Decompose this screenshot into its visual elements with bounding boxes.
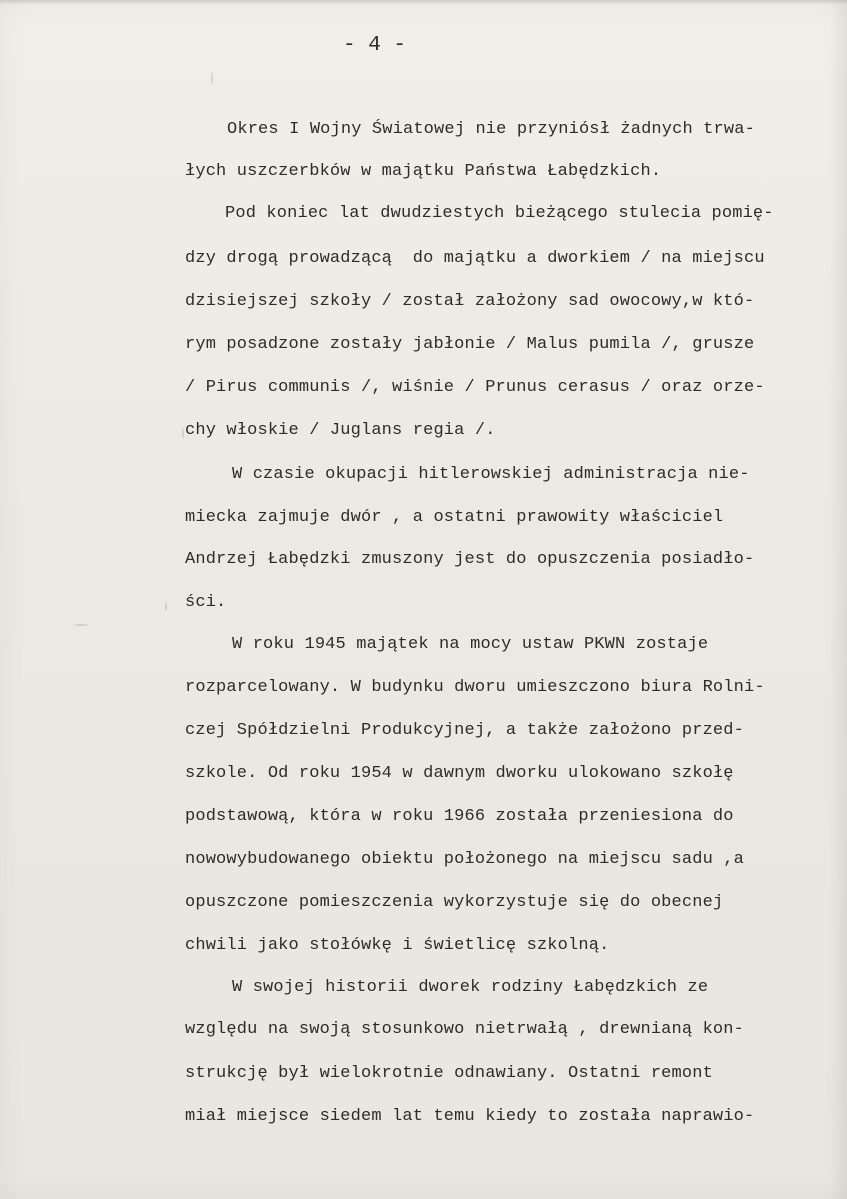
text-line-19: opuszczone pomieszczenia wykorzystuje się do obecnej xyxy=(185,893,724,912)
right-paper-edge xyxy=(829,0,847,1199)
text-line-13: W roku 1945 majątek na mocy ustaw PKWN zostaje xyxy=(232,635,709,654)
text-line-8: chy włoskie / Juglans regia /. xyxy=(185,421,496,440)
text-line-6: rym posadzone zostały jabłonie / Malus pumila /, grusze xyxy=(185,335,755,354)
text-line-7: / Pirus communis /, wiśnie / Prunus cerasus / oraz orze- xyxy=(185,378,765,397)
text-line-10: miecka zajmuje dwór , a ostatni prawowity właściciel xyxy=(185,508,724,527)
text-line-16: szkole. Od roku 1954 w dawnym dworku ulokowano szkołę xyxy=(185,764,734,783)
text-line-17: podstawową, która w roku 1966 została przeniesiona do xyxy=(185,807,734,826)
text-line-5: dzisiejszej szkoły / został założony sad owocowy,w któ- xyxy=(185,292,755,311)
text-line-14: rozparcelowany. W budynku dworu umieszczono biura Rolni- xyxy=(185,678,765,697)
text-line-15: czej Spółdzielni Produkcyjnej, a także założono przed- xyxy=(185,721,744,740)
text-line-20: chwili jako stołówkę i świetlicę szkolną. xyxy=(185,936,610,955)
ink-speck-2 xyxy=(182,428,184,439)
text-line-4: dzy drogą prowadzącą do majątku a dworkiem / na miejscu xyxy=(185,249,765,268)
ink-speck-4 xyxy=(74,624,88,626)
text-line-2: łych uszczerbków w majątku Państwa Łabędzkich. xyxy=(185,162,662,181)
text-line-24: miał miejsce siedem lat temu kiedy to została naprawio- xyxy=(185,1107,755,1126)
ink-speck-3 xyxy=(165,602,167,611)
top-paper-edge xyxy=(0,0,847,5)
page-number: - 4 - xyxy=(343,34,407,57)
ink-speck-1 xyxy=(211,72,213,84)
text-line-21: W swojej historii dworek rodziny Łabędzkich ze xyxy=(232,978,709,997)
text-line-3: Pod koniec lat dwudziestych bieżącego stulecia pomię- xyxy=(225,204,774,223)
text-line-1: Okres I Wojny Światowej nie przyniósł żadnych trwa- xyxy=(227,120,755,139)
text-line-12: ści. xyxy=(185,593,227,612)
text-line-23: strukcję był wielokrotnie odnawiany. Ostatni remont xyxy=(185,1064,713,1083)
text-line-9: W czasie okupacji hitlerowskiej administracja nie- xyxy=(232,465,750,484)
text-line-22: względu na swoją stosunkowo nietrwałą , drewnianą kon- xyxy=(185,1020,744,1039)
text-line-11: Andrzej Łabędzki zmuszony jest do opuszczenia posiadło- xyxy=(185,550,755,569)
text-line-18: nowowybudowanego obiektu położonego na miejscu sadu ,a xyxy=(185,850,744,869)
